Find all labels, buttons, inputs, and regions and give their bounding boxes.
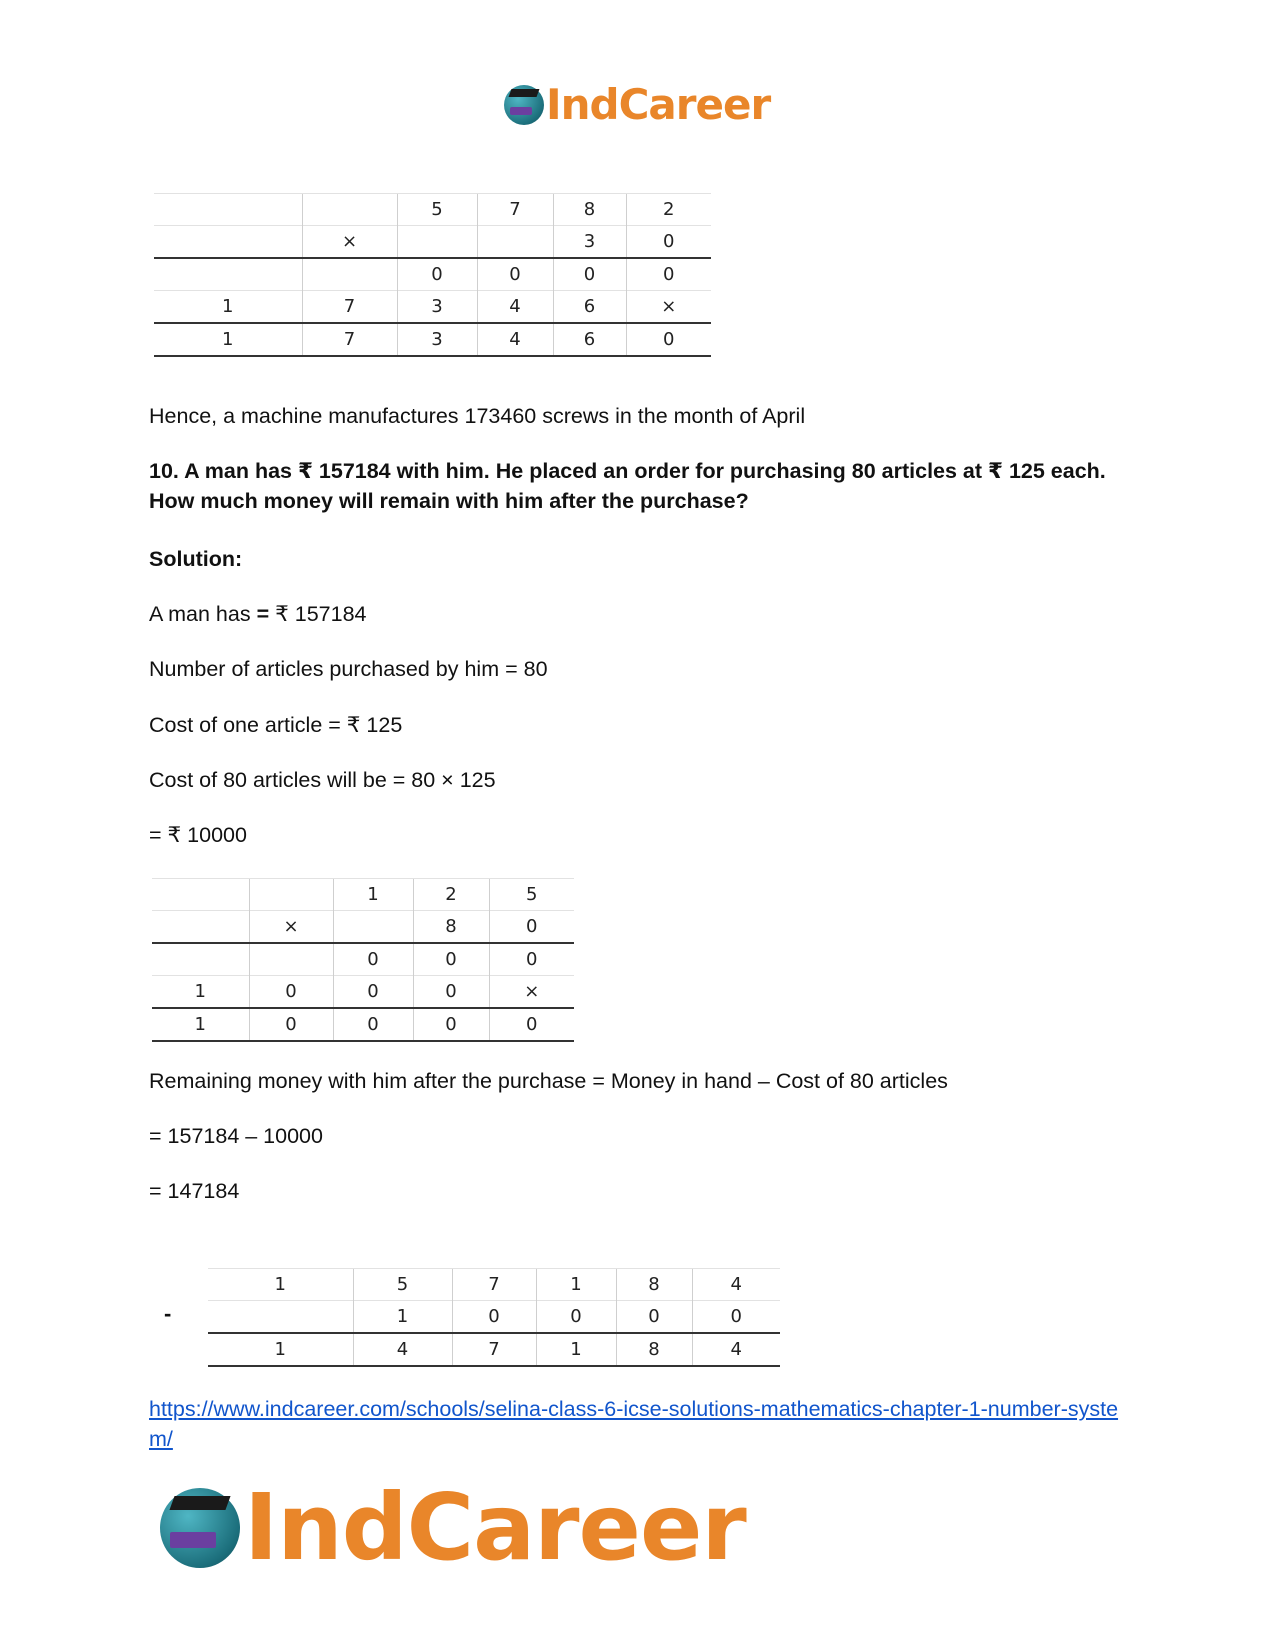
calc-cell: 0 bbox=[616, 1301, 692, 1334]
solution-heading: Solution: bbox=[149, 547, 243, 571]
calc-cell: 1 bbox=[333, 879, 413, 911]
calc-cell bbox=[477, 226, 553, 259]
calc-cell: 4 bbox=[477, 291, 553, 324]
calc-cell: 0 bbox=[626, 226, 711, 259]
calc-cell: 1 bbox=[536, 1269, 616, 1301]
calc-cell: 7 bbox=[452, 1269, 536, 1301]
calc-cell: 0 bbox=[333, 1008, 413, 1041]
minus-sign: - bbox=[164, 1301, 172, 1326]
equals-sign: = bbox=[256, 602, 270, 626]
calc-cell bbox=[208, 1301, 353, 1334]
calc-cell bbox=[152, 943, 249, 976]
calc-cell: × bbox=[249, 911, 333, 944]
graduation-cap-icon bbox=[504, 85, 544, 125]
calc-cell bbox=[152, 879, 249, 911]
money-value: ₹ 157184 bbox=[269, 602, 367, 626]
calc-cell: 1 bbox=[154, 323, 302, 356]
brand-wordmark: IndCareer bbox=[244, 1474, 746, 1581]
calc-cell: 0 bbox=[477, 258, 553, 291]
graduation-cap-icon bbox=[160, 1488, 240, 1568]
calc-cell: × bbox=[302, 226, 397, 259]
calc-cell: 0 bbox=[249, 1008, 333, 1041]
calc-cell: 0 bbox=[626, 258, 711, 291]
calc-cell: 0 bbox=[249, 976, 333, 1009]
calc-cell: 7 bbox=[302, 291, 397, 324]
calc-cell: 1 bbox=[353, 1301, 452, 1334]
calc-cell: 2 bbox=[626, 194, 711, 226]
calc-cell: 7 bbox=[477, 194, 553, 226]
calc-cell: 0 bbox=[333, 976, 413, 1009]
calc-cell: 0 bbox=[452, 1301, 536, 1334]
articles-count-line: Number of articles purchased by him = 80 bbox=[149, 657, 548, 681]
calc-cell: 1 bbox=[536, 1333, 616, 1366]
calc-cell: 1 bbox=[152, 976, 249, 1009]
calc-cell: 7 bbox=[302, 323, 397, 356]
calc-cell: 4 bbox=[692, 1269, 780, 1301]
calc-cell bbox=[249, 943, 333, 976]
calc-cell: × bbox=[626, 291, 711, 324]
calc-cell: 3 bbox=[397, 291, 477, 324]
calc-cell: × bbox=[489, 976, 574, 1009]
calc-cell: 2 bbox=[413, 879, 489, 911]
calc-cell: 5 bbox=[397, 194, 477, 226]
multiplication-table-cost bbox=[152, 878, 574, 1042]
calc-cell bbox=[302, 194, 397, 226]
calc-cell: 7 bbox=[452, 1333, 536, 1366]
answer-line: = 147184 bbox=[149, 1179, 240, 1203]
calc-cell: 4 bbox=[477, 323, 553, 356]
brand-wordmark: IndCareer bbox=[546, 80, 771, 129]
question-10: 10. A man has ₹ 157184 with him. He placed an order for purchasing 80 articles at ₹ 125 each. How much money will remain with him after the purchase? bbox=[149, 459, 1106, 513]
calc-cell: 1 bbox=[154, 291, 302, 324]
calc-cell: 8 bbox=[616, 1269, 692, 1301]
calc-cell bbox=[152, 911, 249, 944]
subtraction-line: = 157184 – 10000 bbox=[149, 1124, 323, 1148]
calc-cell: 1 bbox=[208, 1333, 353, 1366]
calc-cell: 0 bbox=[626, 323, 711, 356]
calc-cell: 0 bbox=[692, 1301, 780, 1334]
cost-result-line: = ₹ 10000 bbox=[149, 823, 247, 847]
calc-cell: 0 bbox=[413, 943, 489, 976]
calc-cell: 4 bbox=[353, 1333, 452, 1366]
money-label: A man has bbox=[149, 602, 257, 626]
multiplication-table-screws bbox=[154, 193, 711, 357]
calc-cell: 4 bbox=[692, 1333, 780, 1366]
calc-cell bbox=[333, 911, 413, 944]
calc-cell: 5 bbox=[353, 1269, 452, 1301]
calc-cell: 5 bbox=[489, 879, 574, 911]
cost-one-line: Cost of one article = ₹ 125 bbox=[149, 713, 403, 737]
remaining-money-line: Remaining money with him after the purchase = Money in hand – Cost of 80 articles bbox=[149, 1069, 948, 1093]
calc-cell: 0 bbox=[489, 1008, 574, 1041]
calc-cell: 0 bbox=[397, 258, 477, 291]
calc-cell: 6 bbox=[553, 291, 626, 324]
calc-cell: 3 bbox=[397, 323, 477, 356]
indcareer-logo-top bbox=[504, 80, 770, 129]
calc-cell: 0 bbox=[489, 911, 574, 944]
calc-cell: 8 bbox=[616, 1333, 692, 1366]
calc-cell: 8 bbox=[413, 911, 489, 944]
calc-cell: 0 bbox=[413, 1008, 489, 1041]
calc-cell: 1 bbox=[152, 1008, 249, 1041]
calc-cell: 0 bbox=[536, 1301, 616, 1334]
calc-cell bbox=[154, 258, 302, 291]
calc-cell: 0 bbox=[553, 258, 626, 291]
calc-cell bbox=[302, 258, 397, 291]
calc-cell: 0 bbox=[333, 943, 413, 976]
calc-cell bbox=[154, 194, 302, 226]
calc-cell: 0 bbox=[489, 943, 574, 976]
subtraction-table bbox=[208, 1268, 780, 1367]
calc-cell: 0 bbox=[413, 976, 489, 1009]
cost-80-line: Cost of 80 articles will be = 80 × 125 bbox=[149, 768, 496, 792]
calc-cell bbox=[154, 226, 302, 259]
calc-cell bbox=[249, 879, 333, 911]
conclusion-screws: Hence, a machine manufactures 173460 screws in the month of April bbox=[149, 404, 806, 428]
money-in-hand-line bbox=[149, 599, 367, 629]
calc-cell: 3 bbox=[553, 226, 626, 259]
calc-cell bbox=[397, 226, 477, 259]
calc-cell: 1 bbox=[208, 1269, 353, 1301]
calc-cell: 6 bbox=[553, 323, 626, 356]
indcareer-logo-bottom bbox=[160, 1474, 746, 1581]
source-link[interactable]: https://www.indcareer.com/schools/selina-class-6-icse-solutions-mathematics-chapter-1-number-system/ bbox=[149, 1397, 1119, 1451]
calc-cell: 8 bbox=[553, 194, 626, 226]
